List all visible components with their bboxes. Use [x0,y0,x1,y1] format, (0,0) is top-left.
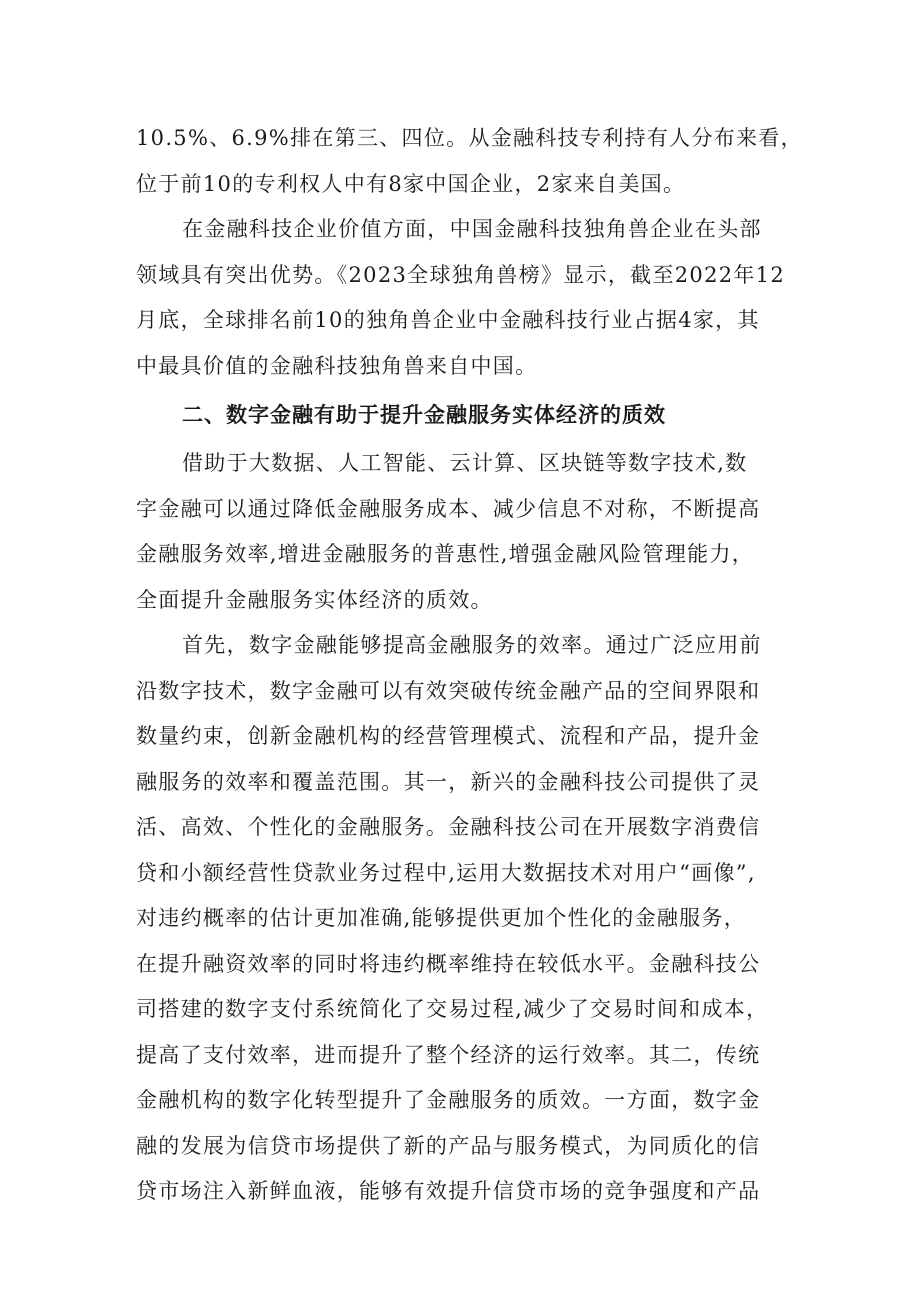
text-line: 贷和小额经营性贷款业务过程中,运用大数据技术对用户“画像”, [136,860,756,885]
text-line: 10.5%、6.9%排在第三、四位。从金融科技专利持有人分布来看， [136,126,803,150]
text-line: 字金融可以通过降低金融服务成本、减少信息不对称，不断提高 [136,496,761,521]
text-line: 领域具有突出优势。《2023全球独角兽榜》显示，截至2022年12 [136,262,786,287]
text-line: 位于前10的专利权人中有8家中国企业，2家来自美国。 [136,171,686,196]
document-body [136,116,803,1215]
text-line: 金融机构的数字化转型提升了金融服务的质效。一方面，数字金 [136,1088,761,1112]
text-line: 金融服务效率,增进金融服务的普惠性,增强金融风险管理能力， [136,542,755,566]
text-line: 活、高效、个性化的金融服务。金融科技公司在开展数字消费信 [136,815,761,839]
text-line: 借助于大数据、人工智能、云计算、区块链等数字技术,数 [182,451,748,475]
paragraph-efficiency [136,623,788,1215]
text-line: 全面提升金融服务实体经济的质效。 [136,587,493,612]
paragraph-unicorn-value [136,207,788,389]
text-line: 数量约束，创新金融机构的经营管理模式、流程和产品，提升金 [136,724,761,748]
text-line: 融的发展为信贷市场提供了新的产品与服务模式，为同质化的信 [136,1133,761,1158]
text-line: 中最具价值的金融科技独角兽来自中国。 [136,353,538,378]
text-line: 司搭建的数字支付系统简化了交易过程,减少了交易时间和成本， [136,997,769,1021]
text-line: 贷市场注入新鲜血液，能够有效提升信贷市场的竞争强度和产品 [136,1179,761,1203]
paragraph-patent-holders [136,116,803,207]
text-line: 提高了支付效率，进而提升了整个经济的运行效率。其二，传统 [136,1042,761,1067]
section-heading: 二、数字金融有助于提升金融服务实体经济的质效 [182,403,666,427]
paragraph-digital-tech [136,441,788,623]
text-line: 对违约概率的估计更加准确,能够提供更加个性化的金融服务， [136,906,747,930]
text-line: 在金融科技企业价值方面，中国金融科技独角兽企业在头部 [182,217,762,241]
text-line: 融服务的效率和覆盖范围。其一，新兴的金融科技公司提供了灵 [136,769,761,794]
text-line: 在提升融资效率的同时将违约概率维持在较低水平。金融科技公 [136,951,761,976]
text-line: 沿数字技术，数字金融可以有效突破传统金融产品的空间界限和 [136,678,761,703]
text-line: 月底，全球排名前10的独角兽企业中金融科技行业占据4家，其 [136,308,760,332]
text-line: 首先，数字金融能够提高金融服务的效率。通过广泛应用前 [182,633,762,657]
